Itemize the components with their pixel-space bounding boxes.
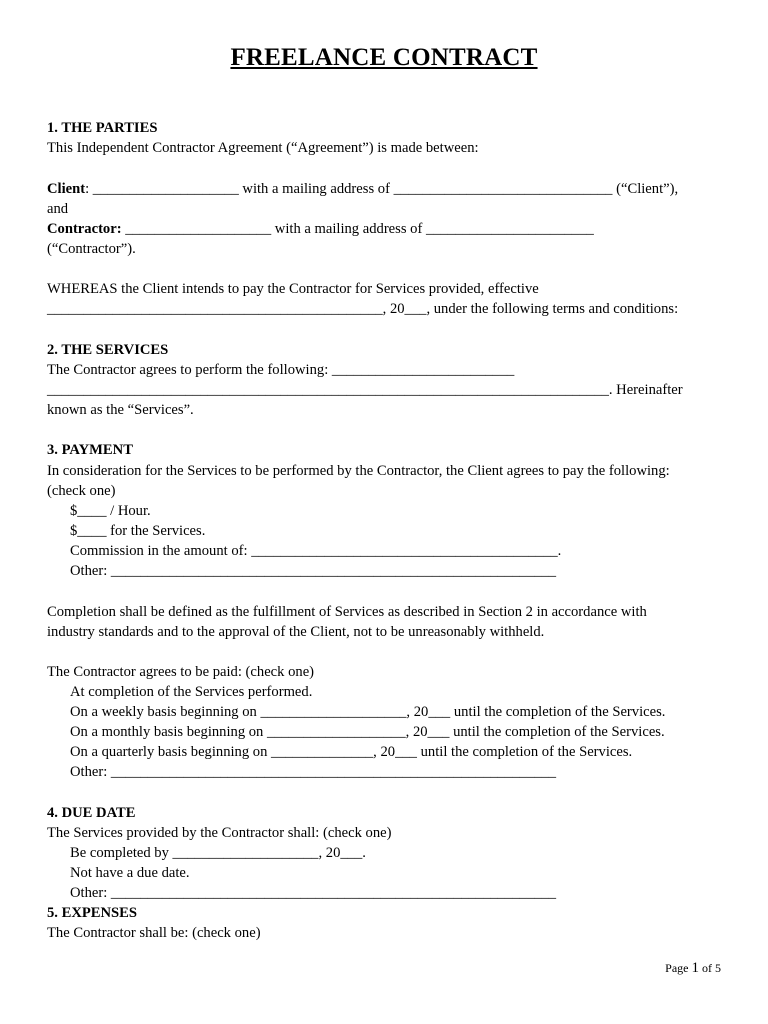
expenses-intro: The Contractor shall be: (check one) [47,925,261,941]
payment-option-commission: Commission in the amount of: __________________________________________. [70,543,562,559]
page-total: of 5 [699,961,721,975]
paid-option-monthly: On a monthly basis beginning on ___________________, 20___ until the completion of the Services. [70,724,665,740]
payment-option-hour: $____ / Hour. [70,503,151,519]
page-number [665,960,721,977]
due-option-completed-by: Be completed by ____________________, 20___. [70,845,366,861]
completion-line-1: Completion shall be defined as the fulfillment of Services as described in Section 2 in accordance with [47,604,647,620]
paid-option-other: Other: _____________________________________________________________ [70,764,557,780]
hereinafter-text: . Hereinafter [608,382,683,398]
paid-option-completion: At completion of the Services performed. [70,684,313,700]
page-current: 1 [691,960,699,976]
client-line [47,179,678,199]
paid-option-weekly: On a weekly basis beginning on ____________________, 20___ until the completion of the Services. [70,704,666,720]
services-blank: _____________________________________________________________________________ [47,382,609,398]
whereas-line-2: ______________________________________________, 20___, under the following terms and conditions: [47,301,679,317]
payment-intro-2: (check one) [47,483,116,499]
whereas-line-1: WHEREAS the Client intends to pay the Contractor for Services provided, effective [47,281,539,297]
due-option-none: Not have a due date. [70,865,190,881]
due-date-intro: The Services provided by the Contractor shall: (check one) [47,825,392,841]
paid-intro: The Contractor agrees to be paid: (check one) [47,664,315,680]
services-line-1: The Contractor agrees to perform the following: _________________________ [47,362,515,378]
services-line-2 [47,380,683,400]
contractor-label: Contractor: [47,221,122,237]
payment-option-other: Other: _____________________________________________________________ [70,563,557,579]
completion-line-2: industry standards and to the approval of the Client, not to be unreasonably withheld. [47,624,545,640]
client-label: Client [47,181,86,197]
contractor-fields: ____________________ with a mailing address of _______________________ [121,221,594,237]
due-option-other: Other: _____________________________________________________________ [70,885,557,901]
section-4-heading: 4. DUE DATE [47,805,136,821]
section-1-heading: 1. THE PARTIES [47,120,158,136]
contractor-line [47,219,594,239]
contractor-tail: (“Contractor”). [47,241,136,257]
section-1-intro: This Independent Contractor Agreement (“Agreement”) is made between: [47,140,479,156]
page-title: FREELANCE CONTRACT [230,44,538,71]
payment-option-flat: $____ for the Services. [70,523,206,539]
section-5-heading: 5. EXPENSES [47,905,138,921]
page-word: Page [665,961,692,975]
payment-intro-1: In consideration for the Services to be performed by the Contractor, the Client agrees to pay the following: [47,463,670,479]
client-fields: : ____________________ with a mailing address of ______________________________ (“Client”), [85,181,679,197]
and-text: and [47,201,69,217]
section-2-heading: 2. THE SERVICES [47,342,169,358]
paid-option-quarterly: On a quarterly basis beginning on ______________, 20___ until the completion of the Services. [70,744,633,760]
services-line-3: known as the “Services”. [47,402,194,418]
section-3-heading: 3. PAYMENT [47,442,133,458]
